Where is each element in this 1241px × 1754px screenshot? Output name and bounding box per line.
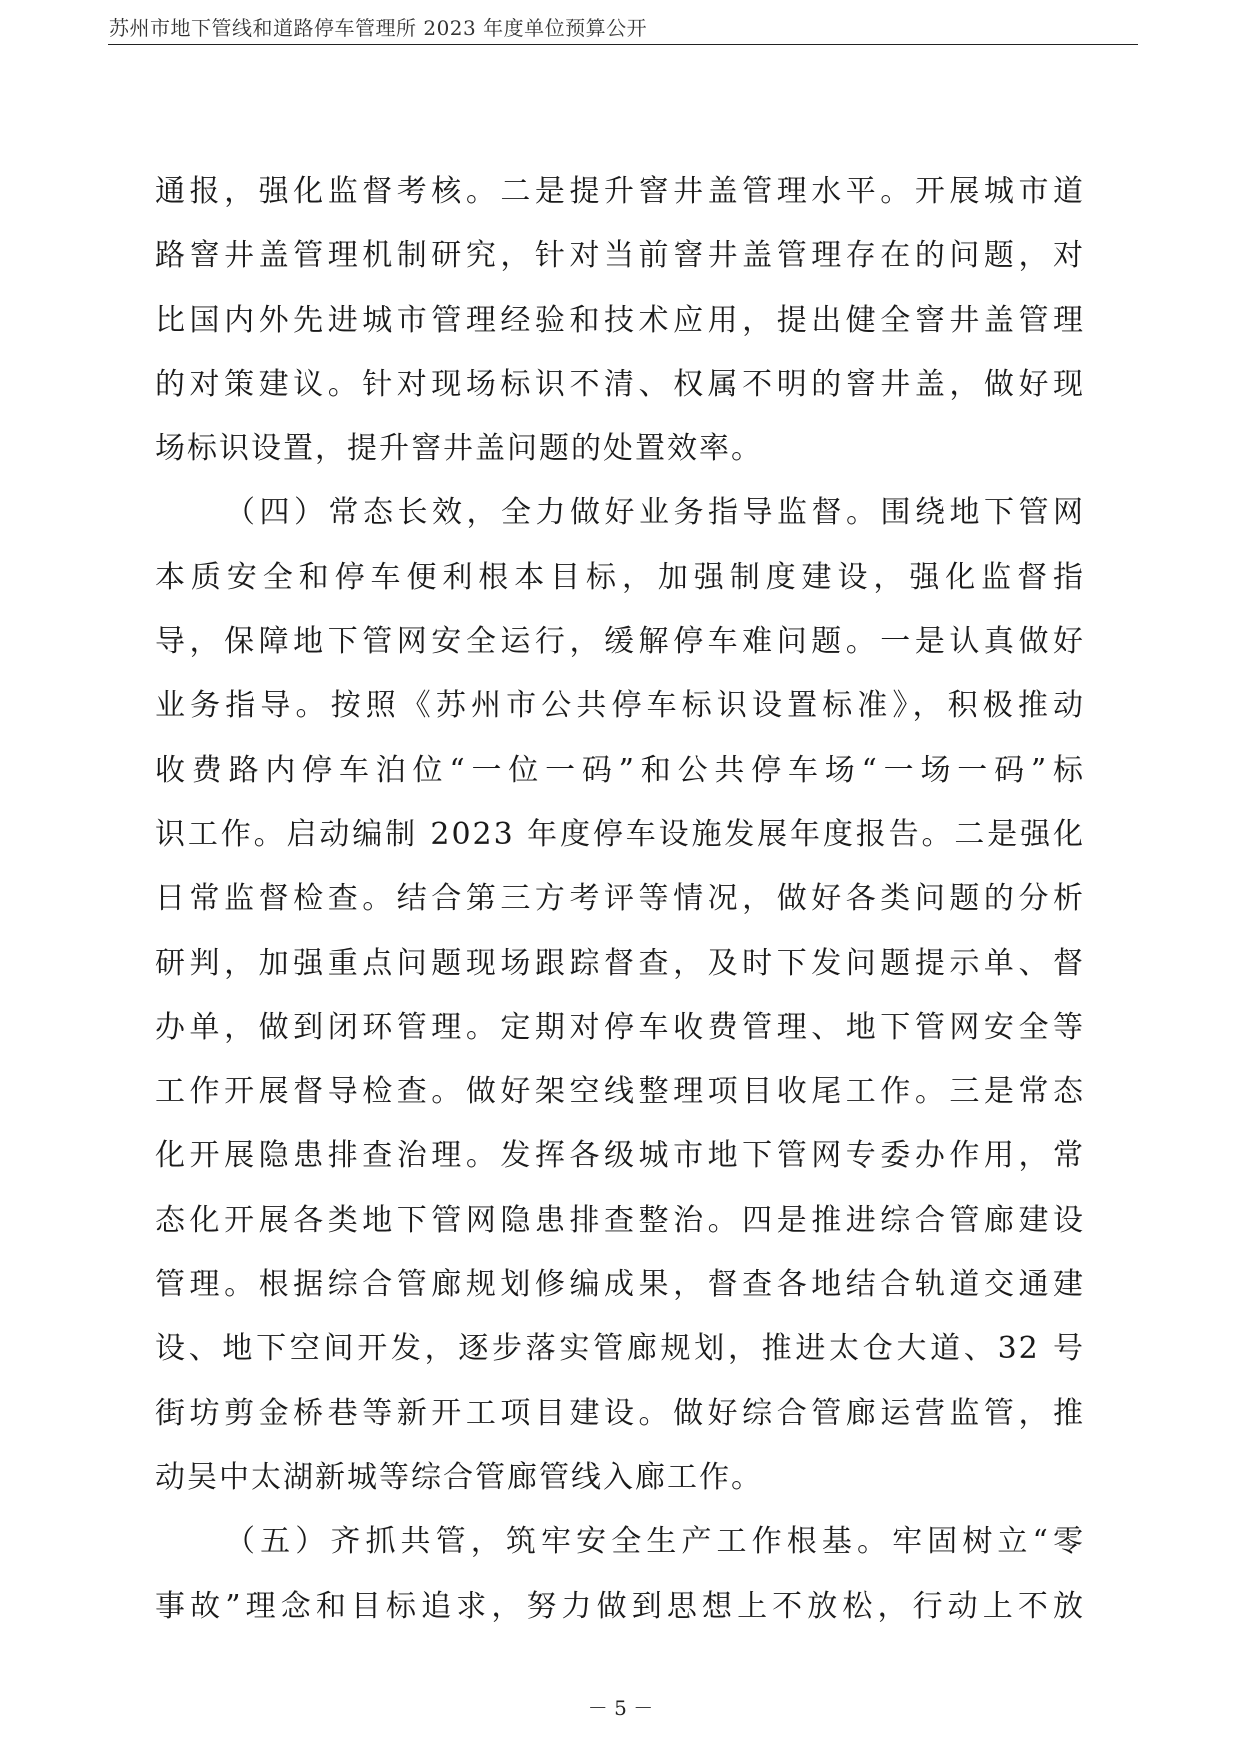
page-number: － 5 －: [587, 1696, 654, 1720]
body-text-line: 事故”理念和目标追求，努力做到思想上不放松，行动上不放: [155, 1588, 1085, 1624]
body-text-line: 的对策建议。针对现场标识不清、权属不明的窨井盖，做好现: [155, 366, 1085, 402]
body-text-line: 动吴中太湖新城等综合管廊管线入廊工作。: [155, 1459, 763, 1495]
body-text-line: 识工作。启动编制 2023 年度停车设施发展年度报告。二是强化: [155, 816, 1085, 852]
body-text-line: 通报，强化监督考核。二是提升窨井盖管理水平。开展城市道: [155, 174, 1085, 209]
body-text-line: 研判，加强重点问题现场跟踪督查，及时下发问题提示单、督: [155, 945, 1085, 981]
body-text-line: 业务指导。按照《苏州市公共停车标识设置标准》，积极推动: [155, 688, 1085, 724]
body-text-line: 收费路内停车泊位“一位一码”和公共停车场“一场一码”标: [155, 752, 1085, 788]
body-text-line: （五）齐抓共管，筑牢安全生产工作根基。牢固树立“零: [225, 1524, 1085, 1560]
body-text-line: 导，保障地下管网安全运行，缓解停车难问题。一是认真做好: [155, 624, 1085, 660]
body-text-line: （四）常态长效，全力做好业务指导监督。围绕地下管网: [225, 495, 1085, 531]
body-text-line: 场标识设置，提升窨井盖问题的处置效率。: [155, 431, 763, 467]
body-text-line: 街坊剪金桥巷等新开工项目建设。做好综合管廊运营监管，推: [155, 1395, 1085, 1431]
body-text-line: 态化开展各类地下管网隐患排查整治。四是推进综合管廊建设: [155, 1202, 1085, 1238]
body-text-line: 日常监督检查。结合第三方考评等情况，做好各类问题的分析: [155, 881, 1085, 917]
document-header-title: 苏州市地下管线和道路停车管理所 2023 年度单位预算公开: [109, 16, 648, 40]
header-divider: [108, 44, 1138, 45]
body-text-line: 比国内外先进城市管理经验和技术应用，提出健全窨井盖管理: [155, 302, 1085, 338]
document-body: [155, 160, 1085, 1639]
body-text-line: 工作开展督导检查。做好架空线整理项目收尾工作。三是常态: [155, 1074, 1085, 1110]
body-text-line: 化开展隐患排查治理。发挥各级城市地下管网专委办作用，常: [155, 1138, 1085, 1174]
body-text-line: 办单，做到闭环管理。定期对停车收费管理、地下管网安全等: [155, 1009, 1085, 1045]
body-text-line: 设、地下空间开发，逐步落实管廊规划，推进太仓大道、32 号: [155, 1331, 1085, 1367]
body-text-line: 路窨井盖管理机制研究，针对当前窨井盖管理存在的问题，对: [155, 238, 1085, 274]
body-text-line: 管理。根据综合管廊规划修编成果，督查各地结合轨道交通建: [155, 1267, 1085, 1303]
body-text-line: 本质安全和停车便利根本目标，加强制度建设，强化监督指: [155, 559, 1085, 595]
